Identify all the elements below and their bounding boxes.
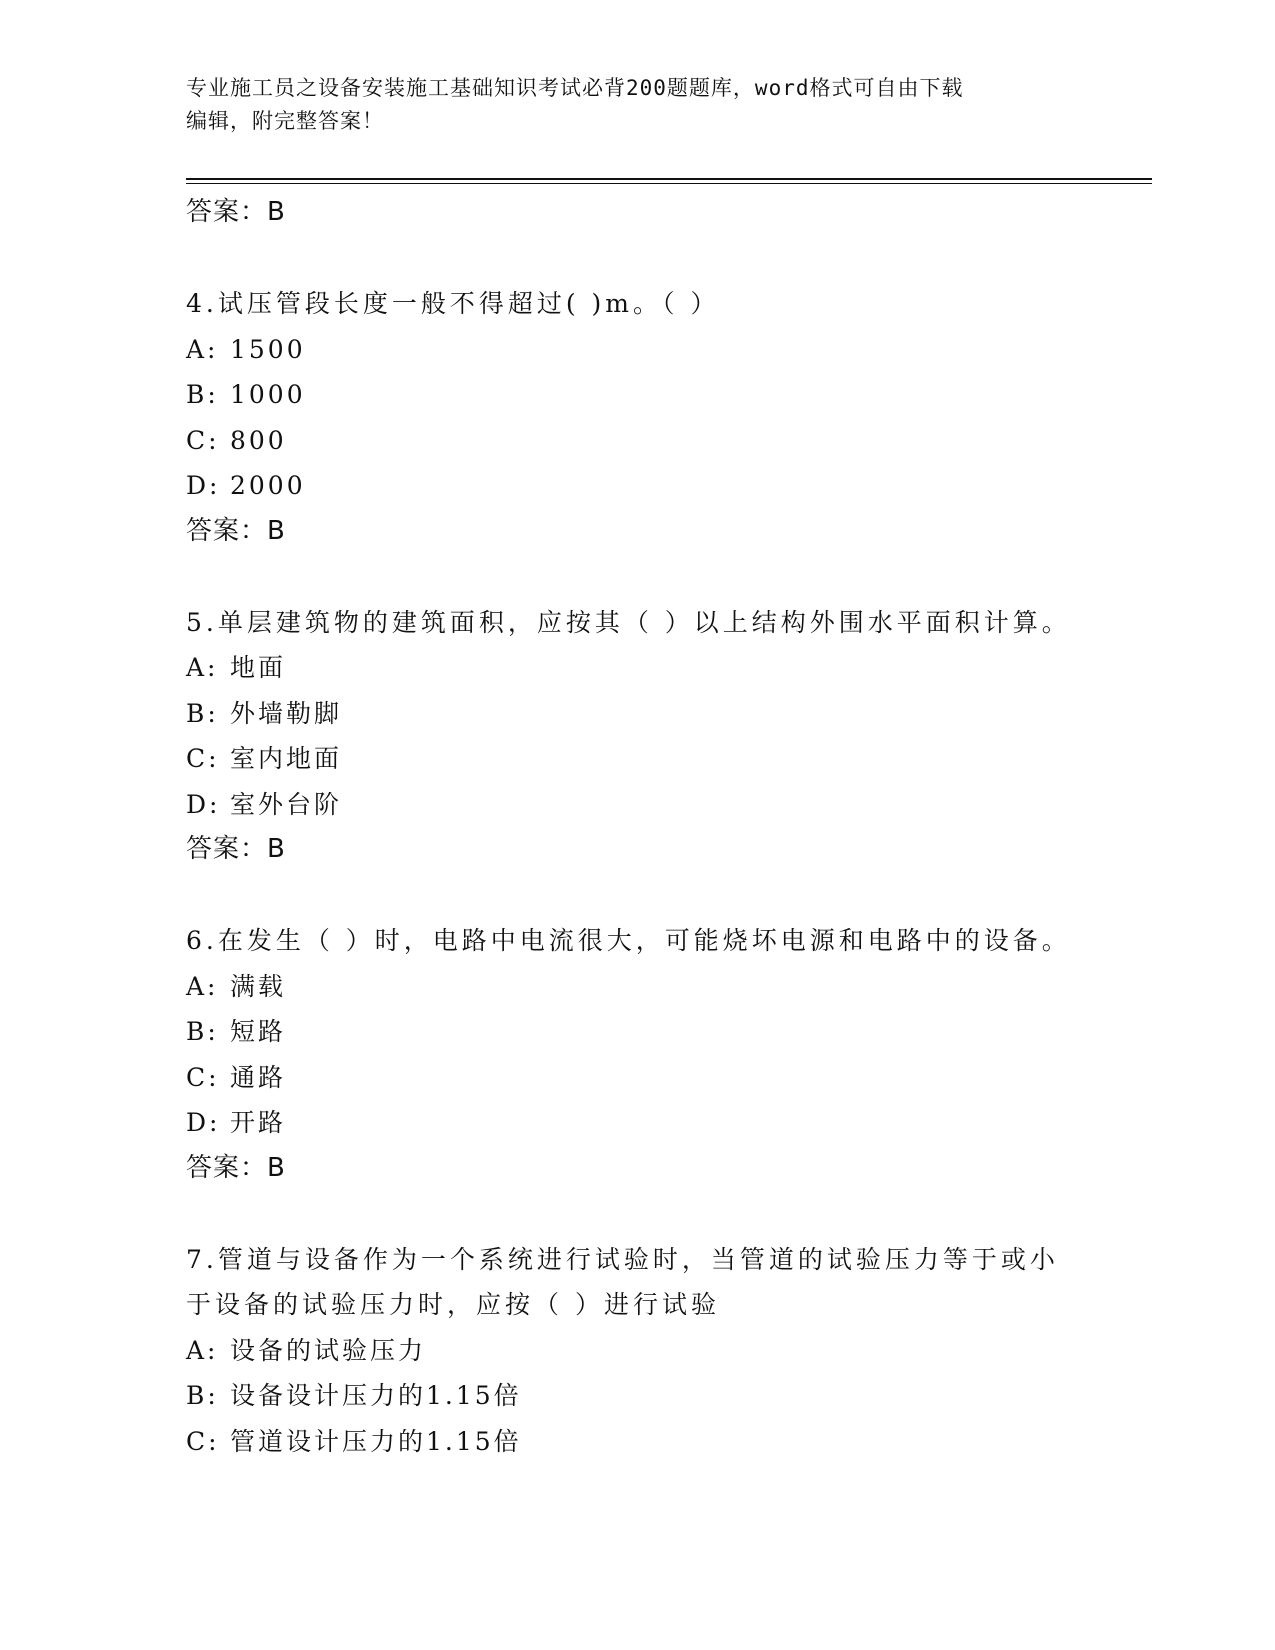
header-line-1: 专业施工员之设备安装施工基础知识考试必背200题题库，word格式可自由下载 [186,76,964,100]
option-text: 1500 [230,334,306,364]
option-item [186,1328,1086,1374]
question-block [186,1237,1086,1465]
header-divider-thick [186,178,1152,180]
option-text: 开路 [230,1108,287,1137]
option-letter: C: [186,1426,220,1456]
option-letter: A: [186,334,219,364]
option-item [186,736,1086,782]
option-letter: D: [186,471,221,500]
option-text: 1000 [230,380,306,409]
option-item [186,1373,1086,1419]
option-letter: A: [186,653,219,682]
option-text: 外墙勒脚 [230,698,343,728]
question-text: 7.管道与设备作为一个系统进行试验时，当管道的试验压力等于或小 [186,1244,1059,1274]
option-letter: C: [186,425,220,455]
option-text: 2000 [230,471,306,500]
option-text: 地面 [230,653,287,682]
option-text: 设备的试验压力 [230,1335,427,1365]
option-letter: B: [186,1381,219,1410]
option-text: 通路 [230,1062,287,1092]
option-text: 短路 [230,1017,287,1046]
option-item [186,418,1086,464]
option-item [186,645,1086,691]
option-text: 室内地面 [230,744,343,773]
option-letter: C: [186,1062,220,1092]
option-text: 室外台阶 [230,789,343,819]
option-letter: A: [186,971,219,1001]
header-divider-thin [186,183,1152,184]
option-item [186,1419,1086,1465]
option-item [186,1100,1086,1146]
option-letter: B: [186,1017,219,1046]
option-item [186,463,1086,509]
option-letter: D: [186,1108,221,1137]
question-list [186,190,1086,1464]
question-block [186,600,1086,873]
option-letter: A: [186,1335,219,1365]
document-header [186,72,1066,138]
question-text: 5.单层建筑物的建筑面积，应按其（ ）以上结构外围水平面积计算。 [186,607,1071,637]
option-text: 800 [230,425,287,455]
option-item [186,782,1086,828]
option-letter: B: [186,698,219,728]
header-line-2: 编辑，附完整答案！ [186,109,384,133]
option-item [186,1055,1086,1101]
option-item [186,1009,1086,1055]
option-text: 满载 [230,971,287,1001]
answer-line: 答案：B [186,834,286,864]
answer-line: 答案：B [186,1152,286,1183]
option-item [186,964,1086,1010]
option-letter: B: [186,380,219,409]
option-item [186,372,1086,418]
option-letter: C: [186,744,220,773]
option-letter: D: [186,789,221,819]
question-block [186,918,1086,1191]
option-text: 设备设计压力的1.15倍 [230,1381,522,1410]
question-block [186,281,1086,554]
question-text: 4.试压管段长度一般不得超过( )m。（ ） [186,289,720,318]
option-item [186,327,1086,373]
previous-answer: 答案：B [186,197,286,227]
question-text: 6.在发生（ ）时，电路中电流很大，可能烧坏电源和电路中的设备。 [186,926,1071,955]
question-text: 于设备的试验压力时，应按（ ）进行试验 [186,1290,720,1319]
answer-line: 答案：B [186,515,286,546]
option-text: 管道设计压力的1.15倍 [230,1426,522,1456]
option-item [186,691,1086,737]
